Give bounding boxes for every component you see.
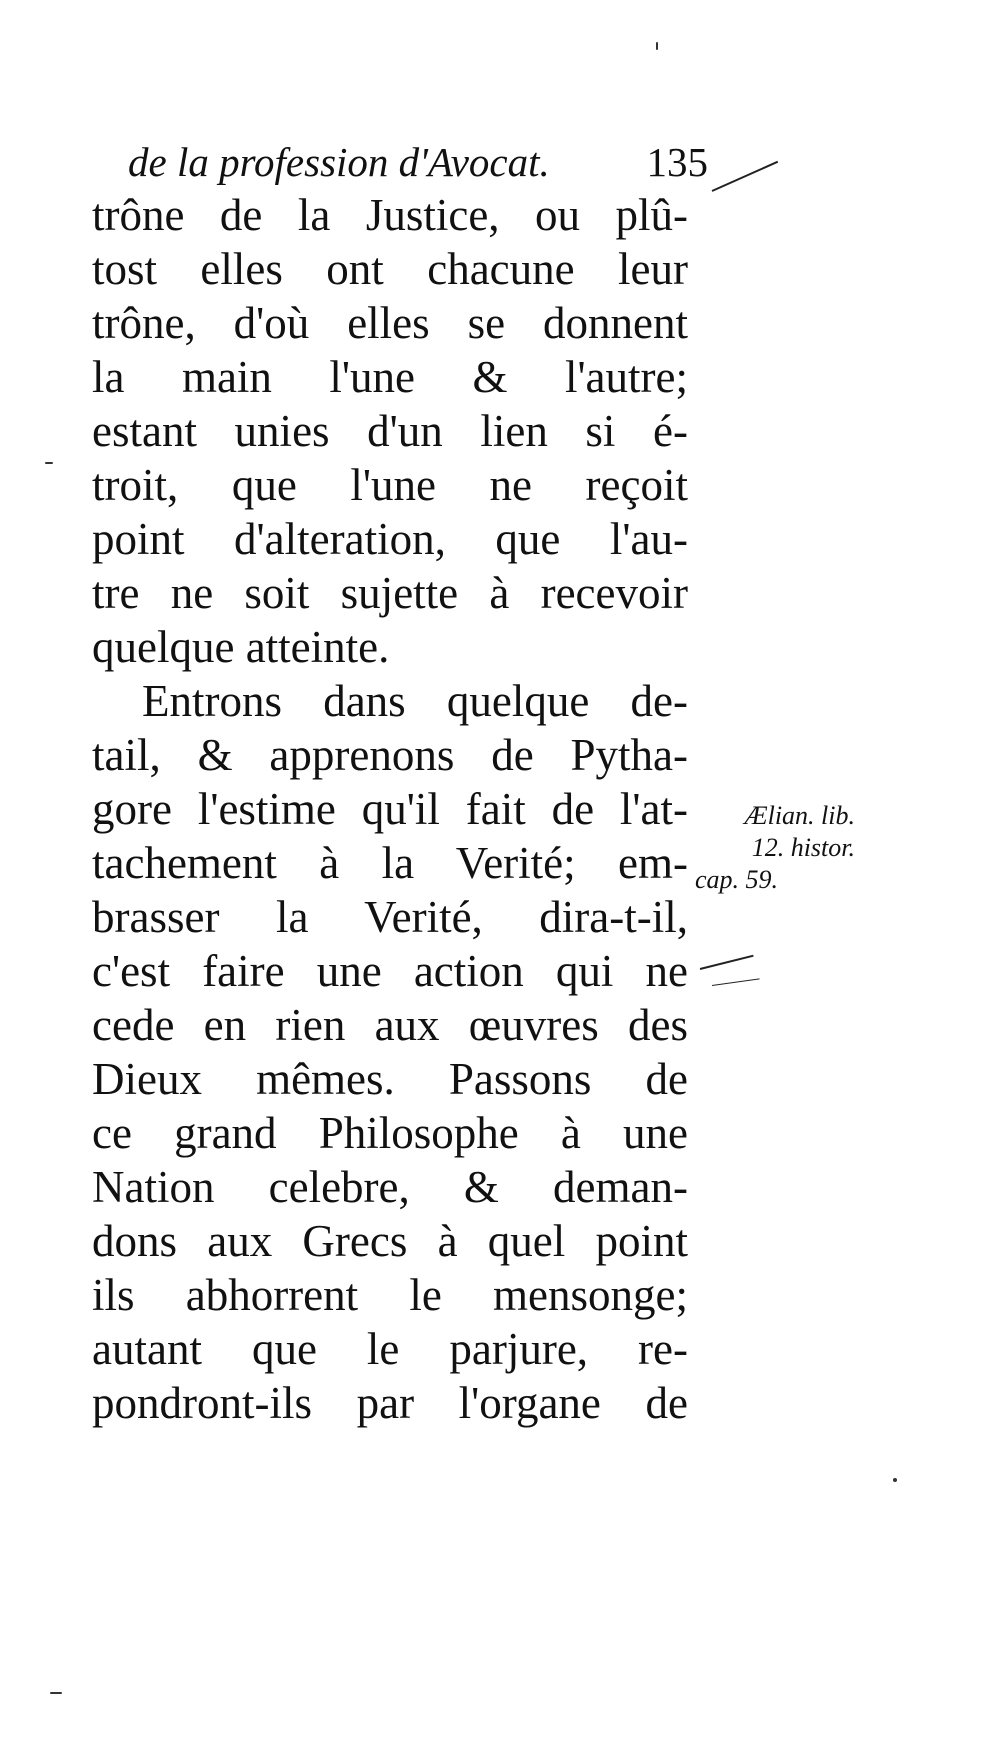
text-line: Nation celebre, & deman- [92, 1162, 688, 1212]
text-line: tachement à la Verité; em- [92, 838, 688, 888]
margin-note-line: 12. histor. [751, 833, 855, 862]
text-line: tost elles ont chacune leur [92, 244, 688, 294]
text-line: Dieux mêmes. Passons de [92, 1054, 688, 1104]
running-head-title: de la profession d'Avocat. [128, 139, 550, 185]
text-line: troit, que l'une ne reçoit [92, 460, 688, 510]
scan-speck [893, 1478, 897, 1482]
text-line: Entrons dans quelque de- [142, 676, 688, 726]
pen-stroke [712, 978, 760, 986]
text-line: cede en rien aux œuvres des [92, 1000, 688, 1050]
text-line: dons aux Grecs à quel point [92, 1216, 688, 1266]
text-line: quelque atteinte. [92, 622, 390, 672]
margin-note-line: cap. 59. [695, 865, 779, 894]
text-line: pondront-ils par l'organe de [92, 1378, 688, 1428]
text-line: tail, & apprenons de Pytha- [92, 730, 688, 780]
pen-stroke [700, 955, 754, 970]
text-line: gore l'estime qu'il fait de l'at- [92, 784, 688, 834]
text-line: trône, d'où elles se donnent [92, 298, 688, 348]
text-line: autant que le parjure, re- [92, 1324, 688, 1374]
text-line: tre ne soit sujette à recevoir [92, 568, 688, 618]
margin-note [695, 800, 855, 896]
page-number: 135 [646, 139, 708, 185]
margin-note-line: Ælian. lib. [744, 801, 855, 830]
text-line: ils abhorrent le mensonge; [92, 1270, 688, 1320]
scan-speck [656, 42, 658, 50]
text-line: point d'alteration, que l'au- [92, 514, 688, 564]
text-line: trône de la Justice, ou plû- [92, 190, 688, 240]
pen-stroke [712, 161, 779, 192]
text-line: estant unies d'un lien si é- [92, 406, 688, 456]
text-line: brasser la Verité, dira-t-il, [92, 892, 688, 942]
text-line: ce grand Philosophe à une [92, 1108, 688, 1158]
text-line: la main l'une & l'autre; [92, 352, 688, 402]
scan-speck [50, 1692, 62, 1694]
running-head [128, 132, 708, 192]
text-line: c'est faire une action qui ne [92, 946, 688, 996]
scan-speck [45, 462, 53, 464]
body-text [92, 188, 688, 1430]
